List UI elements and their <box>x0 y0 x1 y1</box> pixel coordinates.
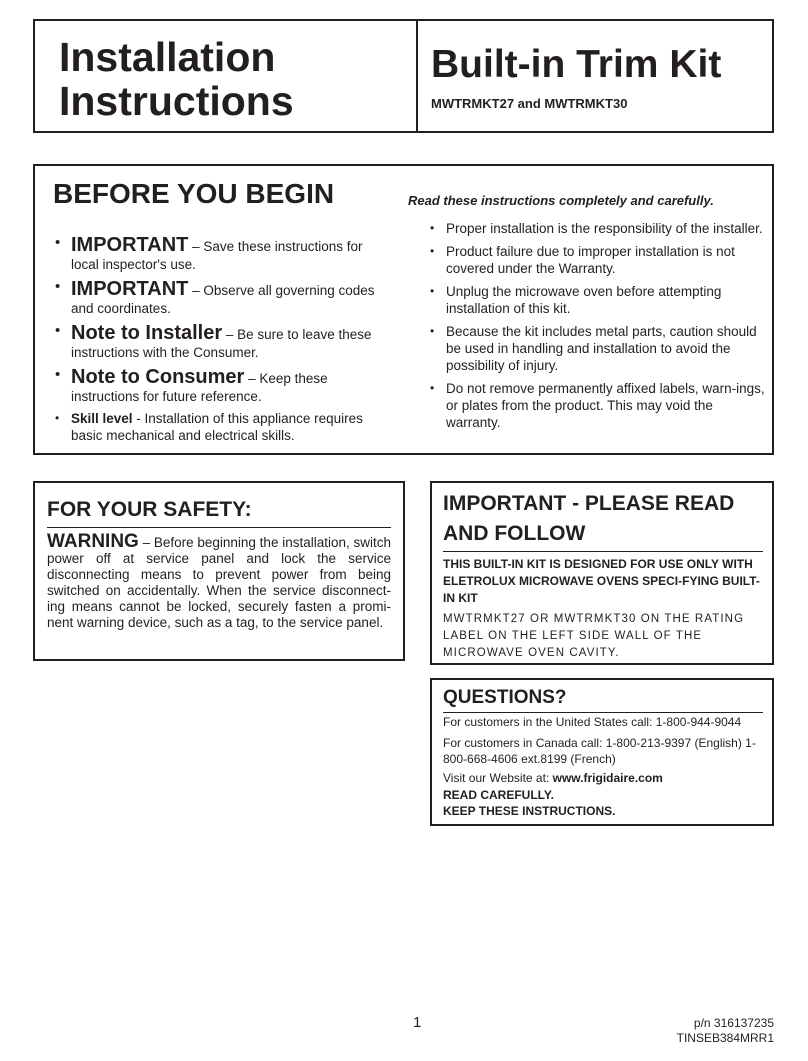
title-line-2: Instructions <box>59 78 294 124</box>
read-carefully-text: READ CAREFULLY. <box>443 788 554 802</box>
safety-warning <box>47 531 391 631</box>
item-label: Note to Installer <box>71 322 223 344</box>
item-label: Skill level <box>71 411 133 426</box>
safety-heading: FOR YOUR SAFETY: <box>47 497 391 528</box>
list-item: • Unplug the microwave oven before attempting installation of this kit. <box>428 283 768 317</box>
part-number-block <box>677 1016 774 1046</box>
list-item: • Because the kit includes metal parts, caution should be used in handling and installation to avoid the possibility of injury. <box>428 323 768 374</box>
important-heading: IMPORTANT - PLEASE READ AND FOLLOW <box>443 489 763 552</box>
list-item: • Product failure due to improper installation is not covered under the Warranty. <box>428 243 768 277</box>
keep-instructions-text: KEEP THESE INSTRUCTIONS. <box>443 804 616 818</box>
before-you-begin-section <box>33 164 774 455</box>
list-item: • Do not remove permanently affixed labels, warn-ings, or plates from the product. This may void the warranty. <box>428 380 768 431</box>
item-text: – Observe all governing codes and coordinates. <box>71 283 375 316</box>
questions-section <box>430 678 774 826</box>
warning-label: WARNING <box>47 531 139 552</box>
product-title: Built-in Trim Kit <box>431 43 722 86</box>
document-title <box>59 35 294 123</box>
header-box <box>33 19 774 133</box>
title-line-1: Installation <box>59 34 276 80</box>
item-text: – Be sure to leave these instructions with the Consumer. <box>71 327 372 360</box>
list-item <box>53 322 393 361</box>
part-number: p/n 316137235 <box>693 1016 774 1030</box>
questions-heading: QUESTIONS? <box>443 686 763 713</box>
read-note: Read these instructions completely and carefully. <box>408 193 714 208</box>
before-heading: BEFORE YOU BEGIN <box>53 178 335 209</box>
page-number: 1 <box>413 1014 422 1031</box>
website-line <box>443 770 768 786</box>
list-item <box>53 410 393 444</box>
item-text: - Installation of this appliance requires basic mechanical and electrical skills. <box>71 411 363 443</box>
item-text: – Save these instructions for local inspector's use. <box>71 239 363 272</box>
item-label: IMPORTANT <box>71 278 189 300</box>
list-item: • Proper installation is the responsibility of the installer. <box>428 220 768 237</box>
website-prefix: Visit our Website at: <box>443 771 553 785</box>
doc-code: TINSEB384MRR1 <box>676 1031 774 1045</box>
canada-phone-line: For customers in Canada call: 1-800-213-9397 (English) 1-800-668-4606 ext.8199 (French) <box>443 736 756 766</box>
safety-section <box>33 481 405 661</box>
item-label: Note to Consumer <box>71 366 245 388</box>
before-right-list <box>428 220 768 437</box>
important-normal-text: MWTRMKT27 OR MWTRMKT30 ON THE RATING LABEL ON THE LEFT SIDE WALL OF THE MICROWAVE OVEN CAVITY. <box>443 613 745 659</box>
list-item <box>53 234 393 273</box>
list-item <box>53 278 393 317</box>
keep-instructions <box>443 803 768 819</box>
website-link[interactable]: www.frigidaire.com <box>552 771 663 785</box>
header-divider <box>416 21 418 131</box>
warning-text: – Before beginning the installation, switch power off at service panel and lock the service disconnecting means to prevent power from being switched on accidentally. When the service disconnect-ing means cannot be locked, securely fasten a promi-nent warning device, such as a tag, to the service panel. <box>47 535 391 630</box>
list-item <box>53 366 393 405</box>
before-left-list <box>53 234 393 449</box>
important-bold-text: THIS BUILT-IN KIT IS DESIGNED FOR USE ONLY WITH ELETROLUX MICROWAVE OVENS SPECI-FYING BUILT-IN KIT <box>443 557 760 605</box>
item-label: IMPORTANT <box>71 234 189 256</box>
read-carefully <box>443 787 768 803</box>
important-section <box>430 481 774 665</box>
model-numbers: MWTRMKT27 and MWTRMKT30 <box>431 96 628 111</box>
us-phone-line: For customers in the United States call: 1-800-944-9044 <box>443 715 742 729</box>
item-text: – Keep these instructions for future reference. <box>71 371 328 404</box>
